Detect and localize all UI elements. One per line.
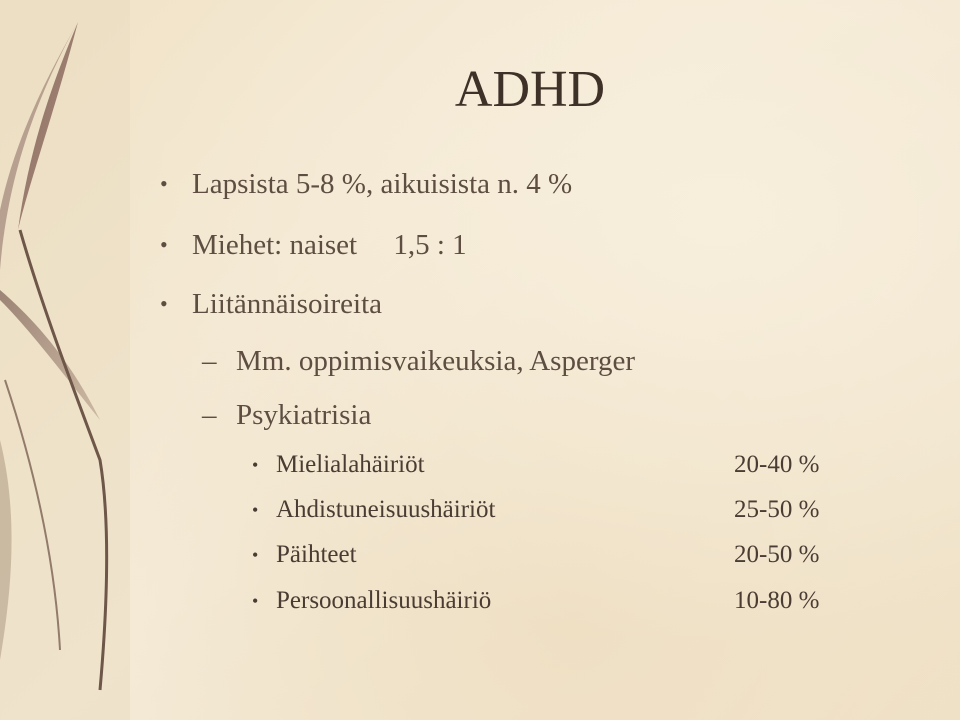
row-value: 25-50 % <box>734 496 820 523</box>
bullet-text: Liitännäisoireita <box>192 288 383 320</box>
row-value: 20-40 % <box>734 451 820 478</box>
bullet-text: Miehet: naiset 1,5 : 1 <box>192 229 467 261</box>
row-label: Päihteet <box>276 541 357 568</box>
bullet-marker: • <box>160 291 168 316</box>
bullet-marker: • <box>252 591 259 611</box>
bullet-text: Lapsista 5-8 %, aikuisista n. 4 % <box>192 168 573 200</box>
row-label: Persoonallisuushäiriö <box>276 587 492 614</box>
page-title: ADHD <box>454 61 606 118</box>
row-value: 10-80 % <box>734 587 820 614</box>
bullet-marker: • <box>160 171 168 196</box>
row-label: Mielialahäiriöt <box>276 451 425 478</box>
sub-bullet-text: Psykiatrisia <box>236 399 372 431</box>
row-label: Ahdistuneisuushäiriöt <box>276 496 496 523</box>
row-value: 20-50 % <box>734 541 820 568</box>
bullet-marker: • <box>252 545 259 565</box>
bullet-marker: • <box>252 500 259 520</box>
bullet-marker: • <box>160 232 168 257</box>
leaf-decoration-icon <box>0 0 130 720</box>
dash-marker: – <box>202 345 217 377</box>
bullet-marker: • <box>252 455 259 475</box>
sub-bullet-text: Mm. oppimisvaikeuksia, Asperger <box>236 345 635 377</box>
dash-marker: – <box>202 399 217 431</box>
